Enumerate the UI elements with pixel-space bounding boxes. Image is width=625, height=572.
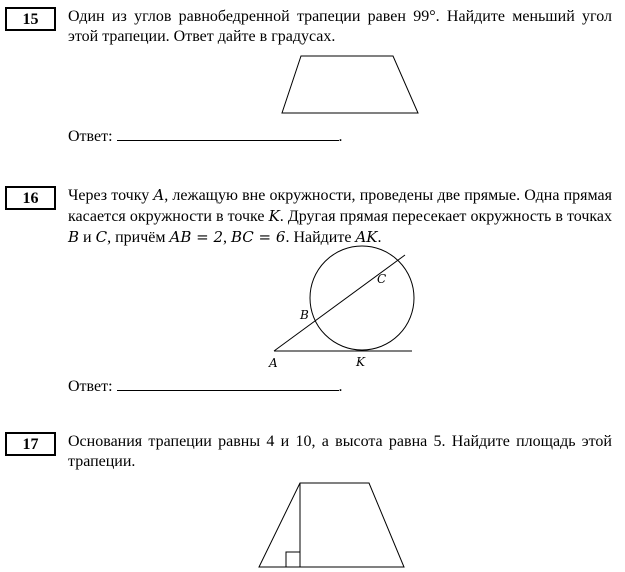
task-number-box: 17 [5, 432, 56, 456]
answer-period: . [338, 378, 343, 395]
task-number-box: 15 [5, 7, 56, 31]
point-label-A: A [269, 356, 278, 370]
point-label-B: B [300, 308, 309, 322]
task-text: Через точку A, лежащую вне окружности, проведены две прямые. Одна прямая касается окружности в точке K. Другая прямая пересекает окружность в точках B и C, причём AB = 2, BC = 6. Найдите AK. [68, 186, 613, 246]
point-label-C: C [377, 272, 387, 286]
answer-field[interactable] [117, 376, 339, 391]
answer-field[interactable] [117, 126, 339, 141]
task-number-box: 16 [5, 186, 56, 210]
answer-period: . [338, 128, 343, 145]
task-text: Основания трапеции равны 4 и 10, а высота равна 5. Найдите площадь этой трапеции. [68, 433, 612, 470]
answer-label: Ответ: [68, 378, 113, 395]
answer-row [68, 126, 343, 147]
task-text: Один из углов равнобедренной трапеции равен 99°. Найдите меньший угол этой трапеции. Ответ дайте в градусах. [68, 8, 612, 45]
circle-tangent-secant-figure [262, 245, 432, 370]
point-label-K: K [356, 355, 365, 369]
trapezoid-height-figure [258, 482, 408, 572]
isosceles-trapezoid-figure [280, 55, 420, 115]
answer-row [68, 376, 343, 397]
answer-label: Ответ: [68, 128, 113, 145]
